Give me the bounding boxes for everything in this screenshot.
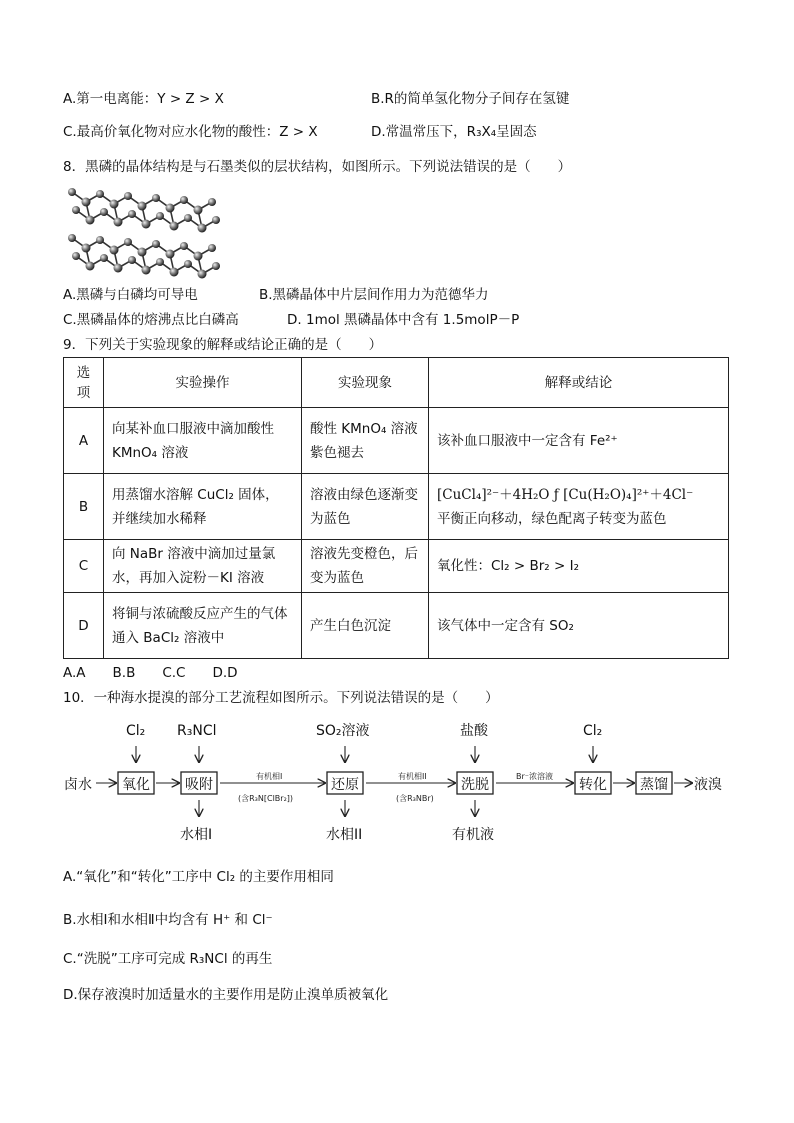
header-operation: 实验操作	[104, 358, 302, 408]
header-phenomenon: 实验现象	[302, 358, 429, 408]
black-phosphorus-structure-figure	[66, 180, 226, 280]
arrow1-label-bottom: (含R₃N[ClBr₂])	[238, 794, 294, 803]
q7-option-a: A.第一电离能：Y > Z > X	[63, 91, 224, 107]
row-option: B	[64, 474, 104, 540]
input-hydrochloric-acid: 盐酸	[460, 723, 488, 739]
row-phenomenon: 产生白色沉淀	[302, 593, 429, 659]
q10-option-d: D.保存液溴时加适量水的主要作用是防止溴单质被氧化	[63, 987, 389, 1003]
step-reduction-label: 还原	[331, 777, 359, 793]
row-option: D	[64, 593, 104, 659]
bromine-extraction-flowchart	[60, 716, 734, 848]
row-operation: 向某补血口服液中滴加酸性 KMnO₄ 溶液	[104, 408, 302, 474]
flow-end-label: 液溴	[694, 777, 722, 793]
row-conclusion: [CuCl₄]²⁻＋4H₂O ƒ [Cu(H₂O)₄]²⁺＋4Cl⁻ 平衡正向移动，绿色配离子转变为蓝色	[429, 474, 729, 540]
table-row	[64, 474, 729, 540]
q7-option-b: B.R的简单氢化物分子间存在氢键	[371, 91, 570, 107]
arrow2-label-top: 有机相II	[398, 772, 427, 781]
output-aqueous-phase-1: 水相I	[180, 827, 213, 843]
output-organic-liquid: 有机液	[452, 827, 494, 843]
arrow2-label-bottom: (含R₃NBr)	[396, 794, 434, 803]
q10-option-b: B.水相I和水相Ⅱ中均含有 H⁺ 和 Cl⁻	[63, 912, 273, 928]
q9-choices: A.A B.B C.C D.D	[63, 665, 238, 681]
row-option: A	[64, 408, 104, 474]
q7-option-c: C.最高价氧化物对应水化物的酸性：Z > X	[63, 124, 318, 140]
input-r3ncl: R₃NCl	[177, 723, 217, 739]
q10-option-a: A.“氧化”和“转化”工序中 Cl₂ 的主要作用相同	[63, 869, 334, 885]
row-conclusion: 氧化性：Cl₂ > Br₂ > I₂	[429, 540, 729, 593]
input-so2-solution: SO₂溶液	[316, 723, 370, 739]
table-header-row	[64, 358, 729, 408]
q8-option-b: B.黑磷晶体中片层间作用力为范德华力	[259, 287, 489, 303]
table-row	[64, 593, 729, 659]
step-elution-label: 洗脱	[461, 777, 489, 793]
step-conversion-label: 转化	[579, 777, 607, 793]
flow-start-label: 卤水	[64, 777, 92, 793]
row-option: C	[64, 540, 104, 593]
q7-option-d: D.常温常压下，R₃X₄呈固态	[371, 124, 537, 140]
table-row	[64, 408, 729, 474]
q9-stem: 9．下列关于实验现象的解释或结论正确的是（ ）	[63, 337, 383, 353]
q10-option-c: C.“洗脱”工序可完成 R₃NCl 的再生	[63, 951, 273, 967]
row-conclusion: 该补血口服液中一定含有 Fe²⁺	[429, 408, 729, 474]
row-operation: 向 NaBr 溶液中滴加过量氯 水，再加入淀粉－KI 溶液	[104, 540, 302, 593]
input-cl2-b: Cl₂	[583, 723, 603, 739]
header-conclusion: 解释或结论	[429, 358, 729, 408]
arrow3-label: Br⁻浓溶液	[516, 772, 553, 781]
row-operation: 将铜与浓硫酸反应产生的气体 通入 BaCl₂ 溶液中	[104, 593, 302, 659]
q8-option-d: D. 1mol 黑磷晶体中含有 1.5molP－P	[287, 312, 520, 328]
step-adsorption-label: 吸附	[185, 777, 213, 793]
q8-option-a: A.黑磷与白磷均可导电	[63, 287, 198, 303]
header-option: 选 项	[64, 358, 104, 408]
row-conclusion: 该气体中一定含有 SO₂	[429, 593, 729, 659]
row-phenomenon: 溶液由绿色逐渐变 为蓝色	[302, 474, 429, 540]
input-cl2-a: Cl₂	[126, 723, 146, 739]
q10-stem: 10．一种海水提溴的部分工艺流程如图所示。下列说法错误的是（ ）	[63, 690, 499, 706]
q8-option-c: C.黑磷晶体的熔沸点比白磷高	[63, 312, 239, 328]
row-operation: 用蒸馏水溶解 CuCl₂ 固体， 并继续加水稀释	[104, 474, 302, 540]
step-oxidation-label: 氧化	[122, 777, 150, 793]
q8-stem: 8．黑磷的晶体结构是与石墨类似的层状结构，如图所示。下列说法错误的是（ ）	[63, 159, 572, 175]
row-phenomenon: 酸性 KMnO₄ 溶液 紫色褪去	[302, 408, 429, 474]
step-distillation-label: 蒸馏	[640, 777, 668, 793]
output-aqueous-phase-2: 水相II	[326, 827, 363, 843]
table-row	[64, 540, 729, 593]
arrow1-label-top: 有机相I	[256, 772, 283, 781]
row-phenomenon: 溶液先变橙色，后 变为蓝色	[302, 540, 429, 593]
q9-table	[63, 357, 729, 659]
